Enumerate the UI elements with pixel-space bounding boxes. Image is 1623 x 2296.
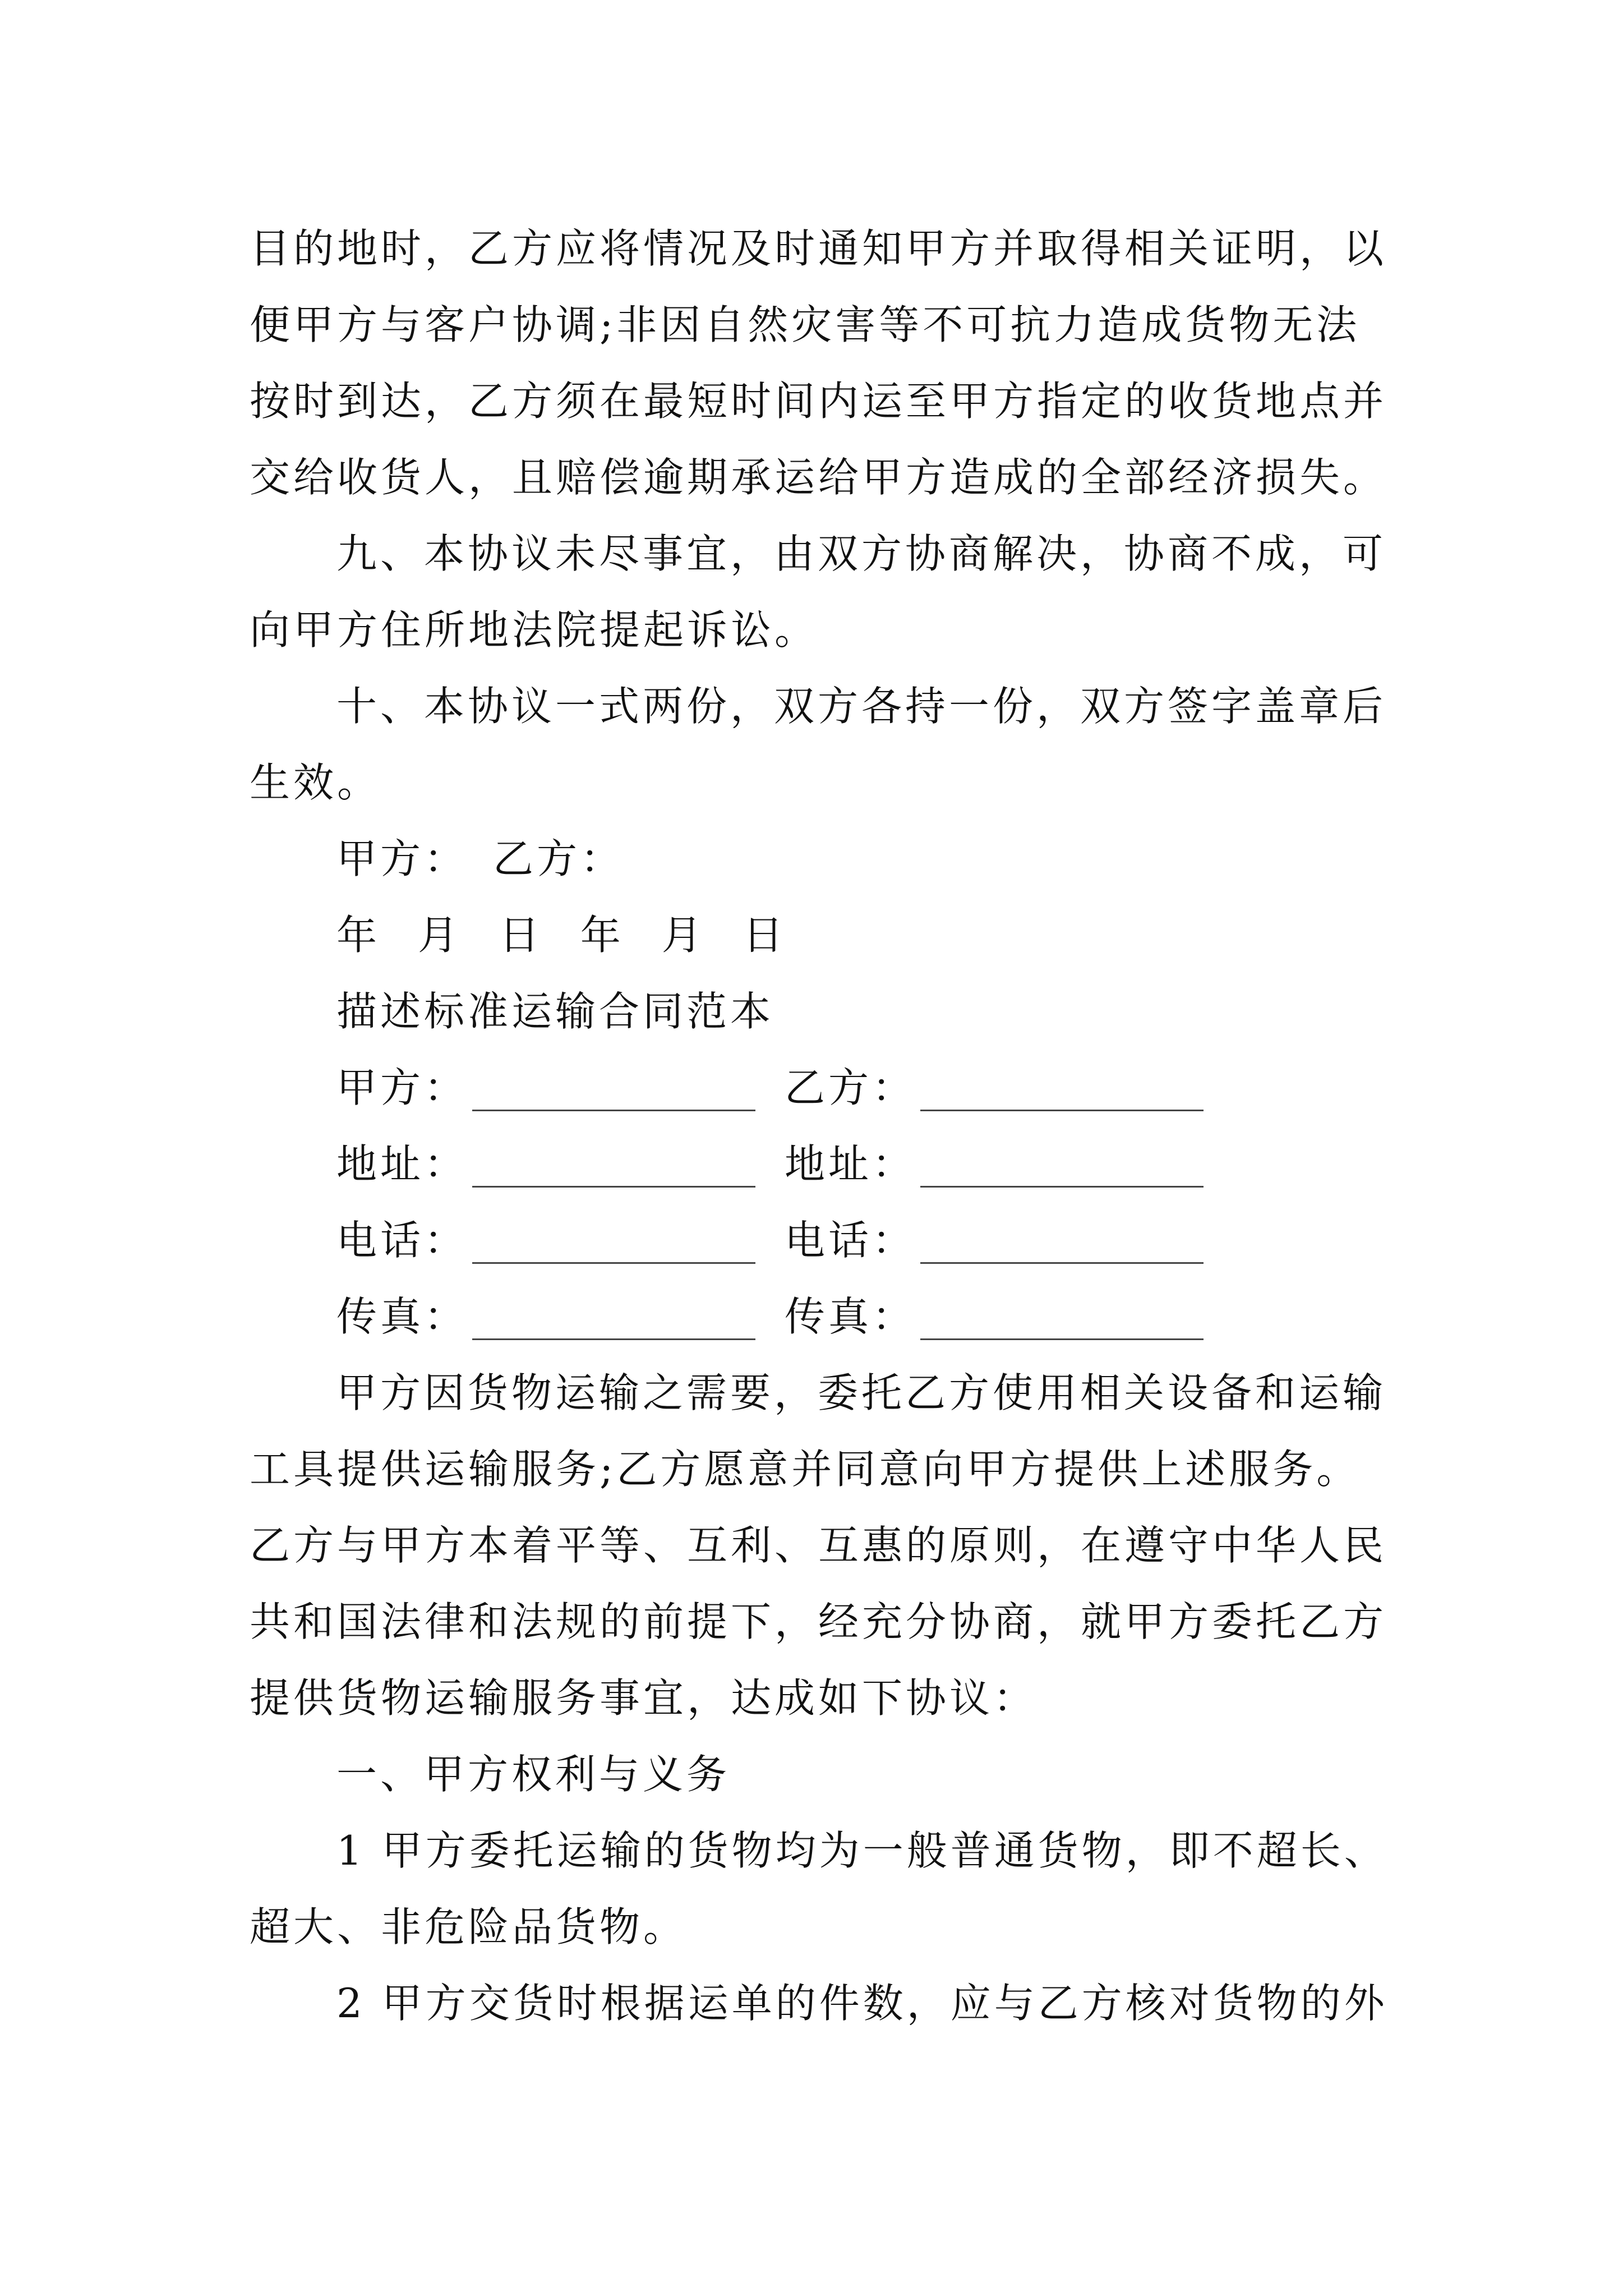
year-label: 年 bbox=[336, 912, 381, 959]
party-a-label: 甲方： bbox=[336, 1064, 468, 1111]
phone-a-blank[interactable] bbox=[472, 1228, 755, 1264]
date-line bbox=[250, 897, 1394, 973]
clause-9-line: 向甲方住所地法院提起诉讼。 bbox=[250, 606, 819, 654]
field-row-phone bbox=[250, 1202, 1394, 1278]
day-label: 日 bbox=[743, 912, 787, 959]
day-label: 日 bbox=[499, 912, 543, 959]
fax-a-blank[interactable] bbox=[472, 1305, 755, 1340]
preamble-line: 共和国法律和法规的前提下，经充分协商，就甲方委托乙方 bbox=[250, 1598, 1387, 1645]
party-a-blank[interactable] bbox=[472, 1076, 755, 1111]
item-1-line: 1 甲方委托运输的货物均为一般普通货物，即不超长、 bbox=[336, 1827, 1388, 1874]
year-label: 年 bbox=[580, 912, 624, 959]
clause-10-line: 生效。 bbox=[250, 759, 381, 806]
phone-a-label: 电话： bbox=[336, 1217, 468, 1264]
address-a-label: 地址： bbox=[336, 1140, 468, 1188]
signature-line bbox=[250, 821, 1394, 897]
article-1-title: 一、甲方权利与义务 bbox=[336, 1751, 731, 1798]
item-1-line: 超大、非危险品货物。 bbox=[250, 1903, 688, 1950]
text-line: 目的地时，乙方应将情况及时通知甲方并取得相关证明，以 bbox=[250, 225, 1387, 272]
field-row-address bbox=[250, 1126, 1394, 1202]
phone-b-label: 电话： bbox=[785, 1217, 916, 1264]
fax-b-label: 传真： bbox=[785, 1293, 916, 1340]
clause-10-line: 十、本协议一式两份，双方各持一份，双方签字盖章后 bbox=[336, 683, 1387, 730]
phone-b-blank[interactable] bbox=[920, 1228, 1204, 1264]
text-line: 交给收货人，且赔偿逾期承运给甲方造成的全部经济损失。 bbox=[250, 454, 1387, 501]
preamble-line: 工具提供运输服务;乙方愿意并同意向甲方提供上述服务。 bbox=[250, 1446, 1361, 1493]
preamble-line: 甲方因货物运输之需要，委托乙方使用相关设备和运输 bbox=[336, 1369, 1387, 1416]
month-label: 月 bbox=[661, 912, 706, 959]
address-a-blank[interactable] bbox=[472, 1152, 755, 1188]
preamble-line: 提供货物运输服务事宜，达成如下协议： bbox=[250, 1674, 1038, 1722]
clause-9-line: 九、本协议未尽事宜，由双方协商解决，协商不成，可 bbox=[336, 530, 1387, 577]
section-title: 描述标准运输合同范本 bbox=[336, 988, 774, 1035]
text-line: 便甲方与客户协调;非因自然灾害等不可抗力造成货物无法 bbox=[250, 301, 1361, 348]
item-2-line: 2 甲方交货时根据运单的件数，应与乙方核对货物的外 bbox=[336, 1980, 1388, 2027]
field-row-party bbox=[250, 1050, 1394, 1126]
party-b-blank[interactable] bbox=[920, 1076, 1204, 1111]
month-label: 月 bbox=[417, 912, 462, 959]
party-b-signature-label: 乙方： bbox=[493, 835, 625, 882]
preamble-line: 乙方与甲方本着平等、互利、互惠的原则，在遵守中华人民 bbox=[250, 1522, 1387, 1569]
address-b-blank[interactable] bbox=[920, 1152, 1204, 1188]
text-line: 按时到达，乙方须在最短时间内运至甲方指定的收货地点并 bbox=[250, 378, 1387, 425]
party-b-label: 乙方： bbox=[785, 1064, 916, 1111]
document-page bbox=[250, 210, 1394, 2041]
field-row-fax bbox=[250, 1278, 1394, 1355]
fax-b-blank[interactable] bbox=[920, 1305, 1204, 1340]
party-a-signature-label: 甲方： bbox=[336, 835, 468, 882]
address-b-label: 地址： bbox=[785, 1140, 916, 1188]
fax-a-label: 传真： bbox=[336, 1293, 468, 1340]
